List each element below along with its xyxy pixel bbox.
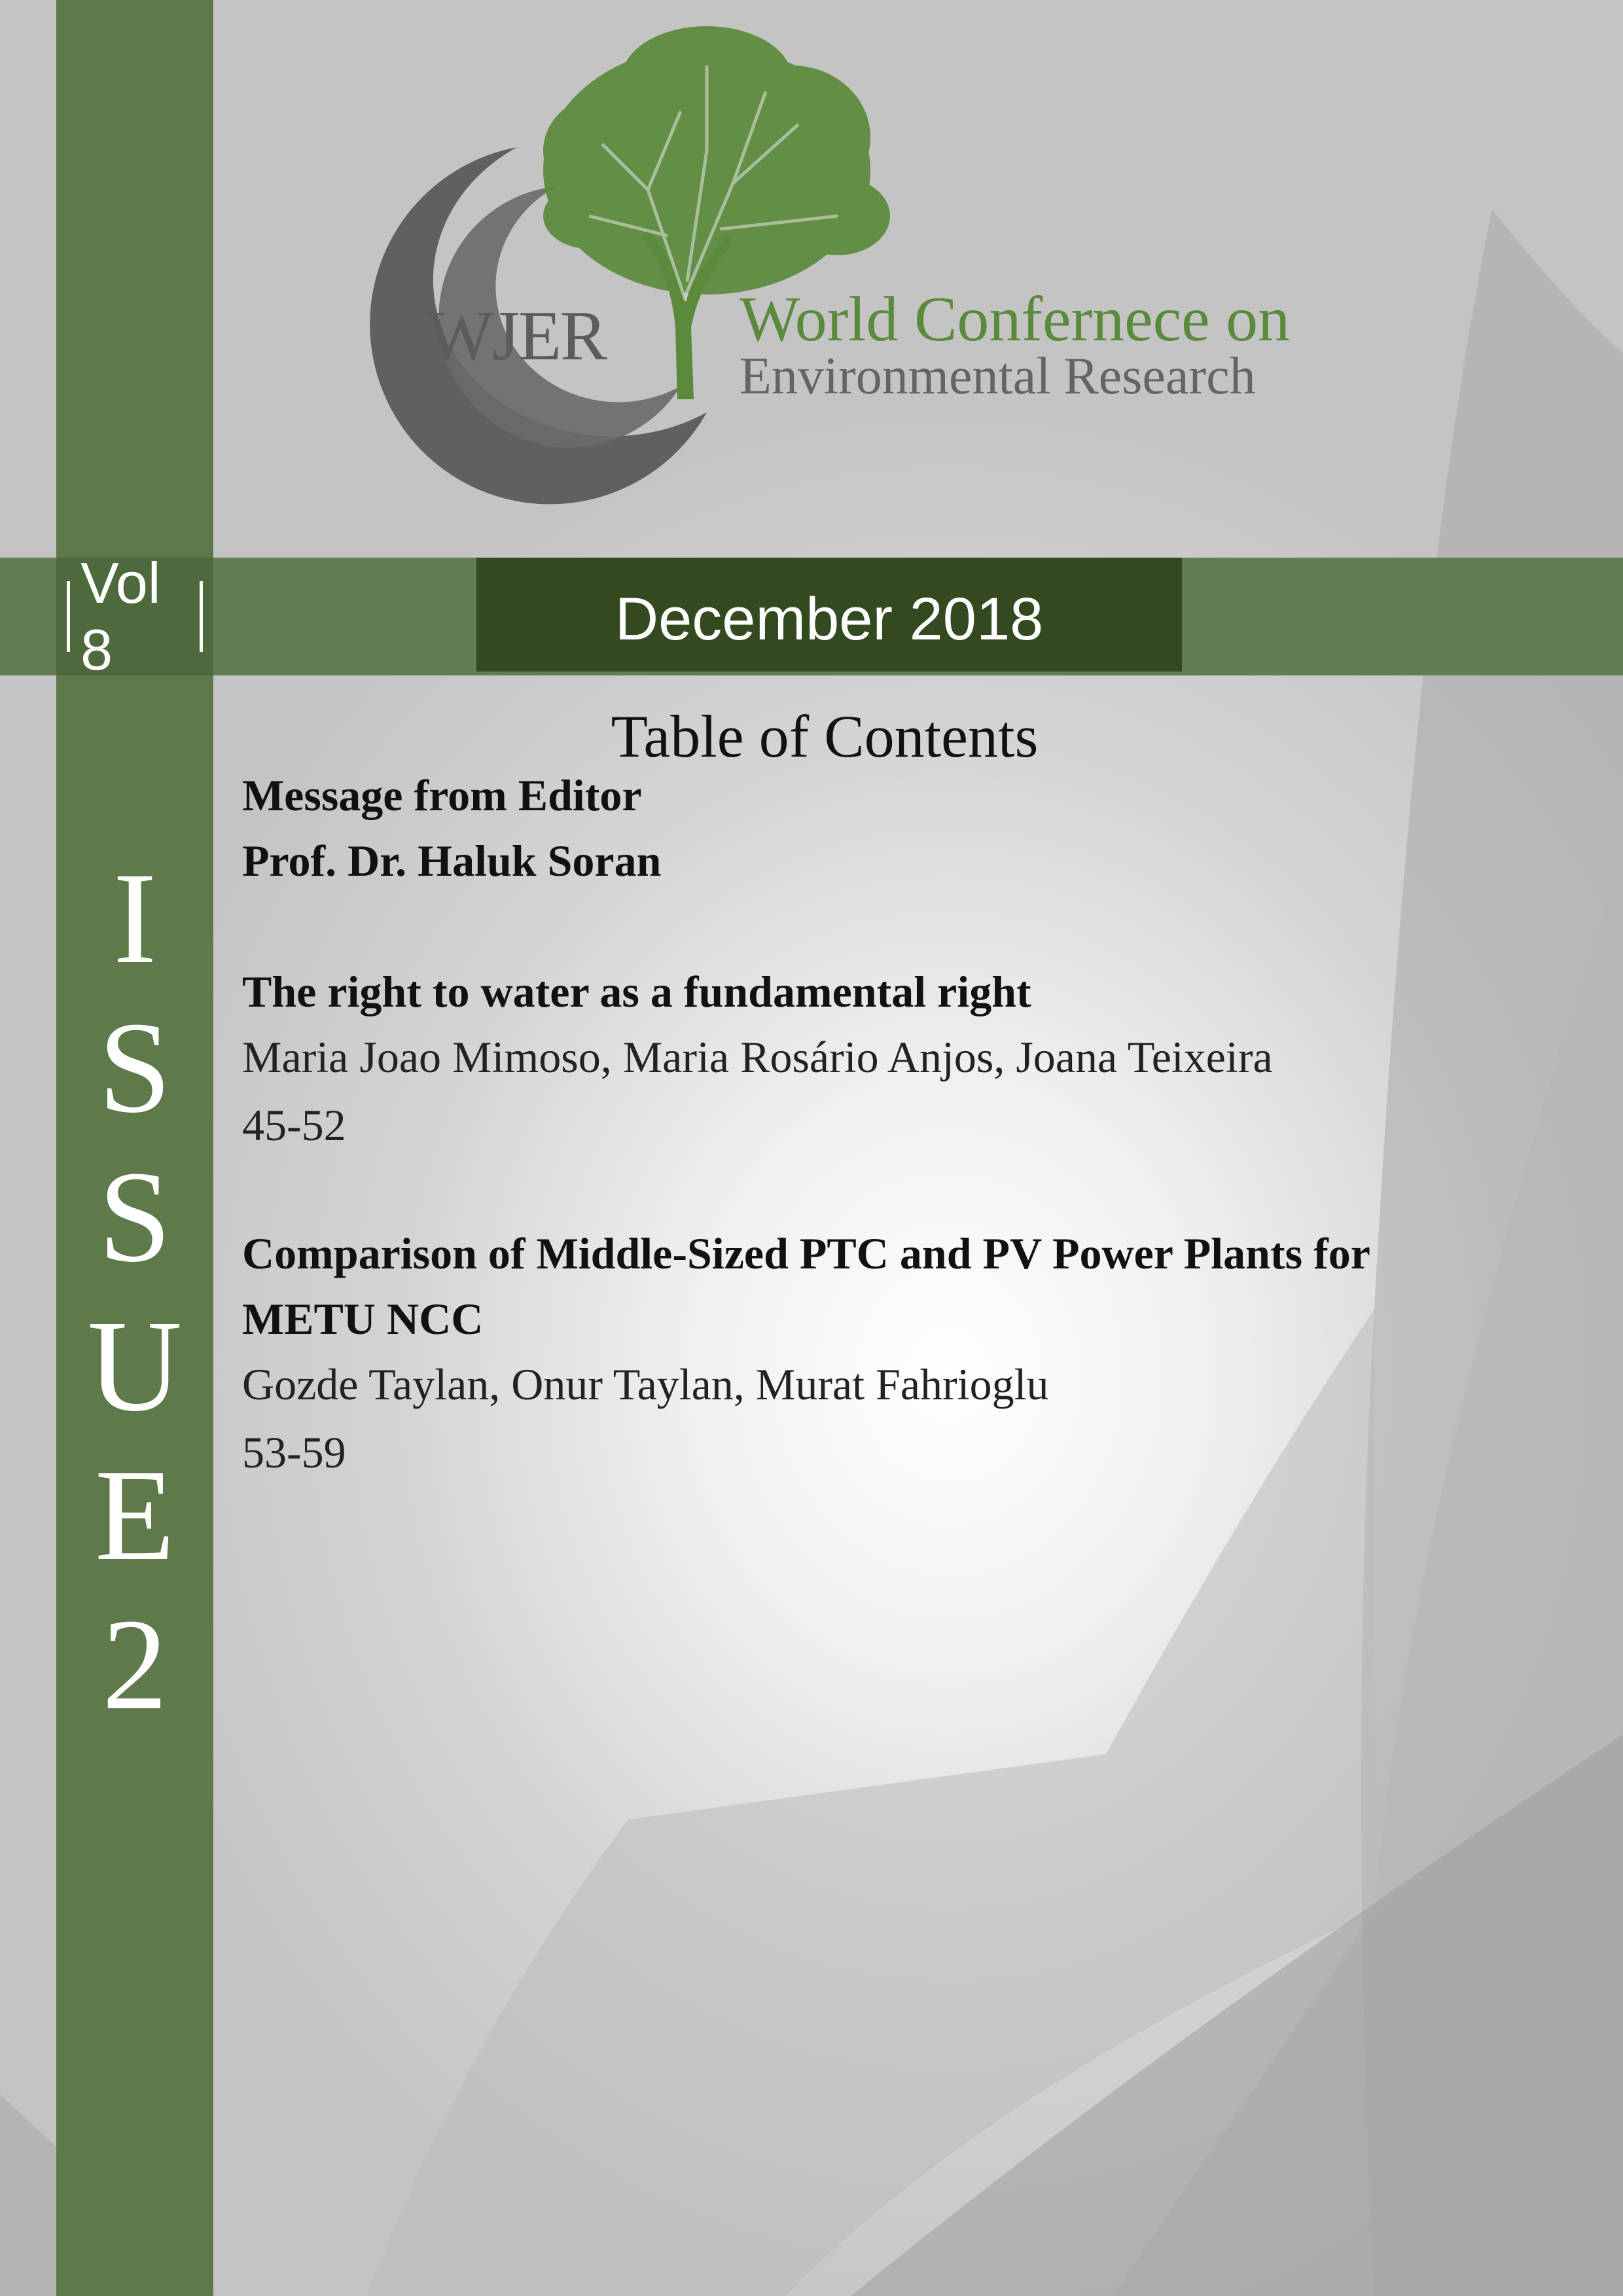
- volume-label: [56, 550, 213, 682]
- toc-entry-authors: Gozde Taylan, Onur Taylan, Murat Fahrioglu: [242, 1359, 1049, 1409]
- toc-entry-pages: 45-52: [242, 1100, 346, 1150]
- issue-date: [476, 558, 1182, 672]
- toc-entry-title: Message from Editor: [242, 770, 642, 820]
- issue-letter: E: [94, 1443, 175, 1588]
- toc-entry-title-cont: METU NCC: [242, 1294, 484, 1344]
- issue-letter: S: [98, 996, 171, 1140]
- toc-entry-authors: Maria Joao Mimoso, Maria Rosário Anjos, Joana Teixeira: [242, 1032, 1273, 1082]
- toc-entry-title: Comparison of Middle-Sized PTC and PV Power Plants for: [242, 1229, 1370, 1278]
- org-name-line2: Environmental Research: [740, 348, 1256, 405]
- issue-date-text: December 2018: [615, 585, 1044, 653]
- issue-letter: S: [98, 1145, 171, 1289]
- toc-entry-title: The right to water as a fundamental right: [242, 967, 1031, 1016]
- issue-letter: I: [113, 846, 157, 991]
- logo-abbreviation: WJER: [427, 297, 606, 375]
- toc-entry-pages: 53-59: [242, 1427, 346, 1477]
- issue-letter: U: [87, 1294, 183, 1439]
- volume-bar-right: [200, 581, 203, 652]
- toc-entry-author: Prof. Dr. Haluk Soran: [242, 836, 662, 886]
- issue-number-vertical: [56, 844, 213, 1740]
- volume-bar-left: [67, 581, 70, 652]
- volume-text: Vol 8: [80, 550, 161, 682]
- tree-icon: [340, 20, 929, 517]
- org-name-line1: World Confernece on: [740, 284, 1291, 355]
- toc-title: Table of Contents: [611, 703, 1039, 770]
- tree-canopy: [543, 26, 890, 295]
- issue-letter: 2: [102, 1592, 168, 1737]
